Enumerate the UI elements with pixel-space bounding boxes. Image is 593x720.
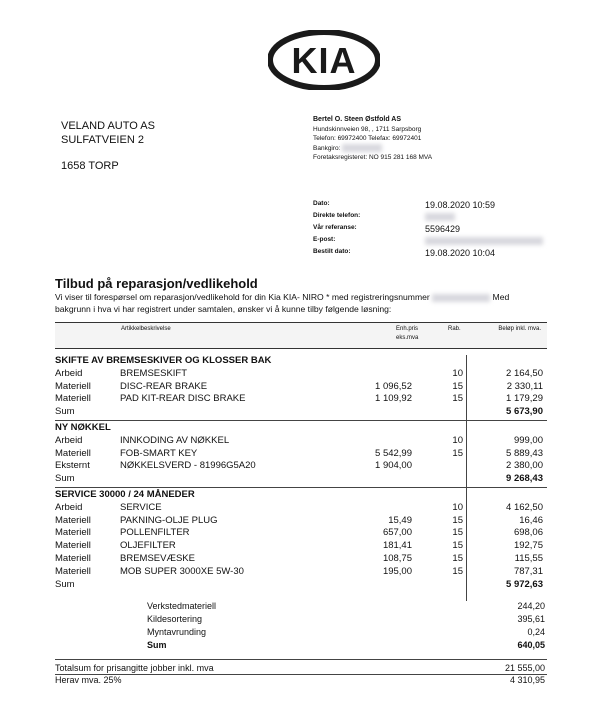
date-value: 19.08.2020 10:59 xyxy=(425,200,496,210)
table-row xyxy=(55,527,547,540)
row-amount: 999,00 xyxy=(513,434,543,446)
row-amount: 1 179,29 xyxy=(506,393,543,405)
row-desc: MOB SUPER 3000XE 5W-30 xyxy=(120,565,244,577)
row-discount: 15 xyxy=(452,447,463,459)
row-discount: 15 xyxy=(452,514,463,526)
vat-label: Herav mva. 25% xyxy=(55,675,122,686)
dealer-address: Hundskinnveien 98, , 1711 Sarpsborg xyxy=(313,125,422,133)
row-discount: 15 xyxy=(452,553,463,564)
row-unit-price: 1 904,00 xyxy=(375,460,412,472)
row-desc: DISC-REAR BRAKE xyxy=(120,380,208,392)
section-sum-row xyxy=(55,579,547,592)
redacted-bankgiro xyxy=(342,144,382,152)
sum-amount: 5 972,63 xyxy=(506,578,543,590)
row-desc: PAKNING-OLJE PLUG xyxy=(120,514,218,526)
discount-divider xyxy=(466,355,467,601)
redacted-phone xyxy=(425,213,455,221)
row-discount: 15 xyxy=(452,527,463,539)
row-discount: 10 xyxy=(452,367,463,379)
row-desc: BREMSEVÆSKE xyxy=(120,553,195,564)
table-header xyxy=(55,322,547,349)
logo-text: KIA xyxy=(291,40,357,81)
row-desc: INNKODING AV NØKKEL xyxy=(120,434,230,446)
row-type: Arbeid xyxy=(55,434,83,446)
header-unit-price-sub: eks.mva xyxy=(396,335,419,341)
extra-amount: 0,24 xyxy=(527,627,545,637)
extra-amount: 244,20 xyxy=(517,601,545,612)
row-unit-price: 15,49 xyxy=(388,514,412,526)
page-title: Tilbud på reparasjon/vedlikehold xyxy=(55,276,258,291)
row-amount: 787,31 xyxy=(513,565,543,577)
intro-med: Med xyxy=(492,292,510,302)
row-type: Eksternt xyxy=(55,460,90,472)
vat-divider xyxy=(55,674,547,675)
row-type: Arbeid xyxy=(55,501,83,513)
header-amount: Beløp inkl. mva. xyxy=(498,326,541,332)
row-discount: 15 xyxy=(452,393,463,405)
section-title-text: NY NØKKEL xyxy=(55,422,111,433)
extra-amount: 640,05 xyxy=(517,639,545,650)
dealer-name: Bertel O. Steen Østfold AS xyxy=(313,116,402,123)
row-amount: 115,55 xyxy=(514,553,543,564)
section-title xyxy=(55,489,547,502)
table-row xyxy=(55,515,547,528)
reference-label: Vår referanse: xyxy=(313,224,357,231)
section-title-text: SERVICE 30000 / 24 MÅNEDER xyxy=(55,489,195,500)
intro-line-2: bakgrunn i hva vi har registrert under samtalen, ønsker vi å kunne tilby følgende løsning: xyxy=(55,304,392,314)
sum-label: Sum xyxy=(55,406,75,418)
row-amount: 4 162,50 xyxy=(506,501,543,513)
row-discount: 10 xyxy=(452,434,463,446)
order-date-label: Bestilt dato: xyxy=(313,248,351,255)
row-amount: 698,06 xyxy=(513,527,543,539)
email-label: E-post: xyxy=(313,236,336,243)
header-desc: Artikkelbeskrivelse xyxy=(121,326,171,332)
intro-line-1: Vi viser til forespørsel om reparasjon/vedlikehold for din Kia KIA- NIRO * med registreringsnummer xyxy=(55,292,430,302)
row-amount: 2 330,11 xyxy=(506,380,543,392)
row-type: Materiell xyxy=(55,393,91,405)
date-label: Dato: xyxy=(313,200,330,207)
row-desc: FOB-SMART KEY xyxy=(120,447,198,459)
table-row xyxy=(55,566,547,579)
customer-city: 1658 TORP xyxy=(61,160,119,172)
vat-amount: 4 310,95 xyxy=(509,675,545,686)
section-title-text: SKIFTE AV BREMSESKIVER OG KLOSSER BAK xyxy=(55,355,272,366)
row-unit-price: 657,00 xyxy=(382,527,412,539)
order-date-value: 19.08.2020 10:04 xyxy=(425,248,496,258)
table-row xyxy=(55,448,547,461)
dealer-org: Foretaksregisteret: NO 915 281 168 MVA xyxy=(313,154,433,161)
table-row xyxy=(55,368,547,381)
row-unit-price: 195,00 xyxy=(382,565,412,577)
extra-label: Kildesortering xyxy=(147,614,203,625)
row-desc: PAD KIT-REAR DISC BRAKE xyxy=(120,393,246,405)
dealer-info xyxy=(313,115,432,163)
row-type: Materiell xyxy=(55,380,91,392)
row-discount: 15 xyxy=(452,565,463,577)
row-type: Materiell xyxy=(55,447,91,459)
table-row xyxy=(55,502,547,515)
direct-phone-label: Direkte telefon: xyxy=(313,212,361,219)
row-unit-price: 181,41 xyxy=(382,540,412,552)
totals-divider xyxy=(55,659,547,660)
row-amount: 192,75 xyxy=(513,540,543,552)
extra-label: Verkstedmateriell xyxy=(147,601,217,612)
row-amount: 5 889,43 xyxy=(506,447,543,459)
section-divider xyxy=(55,487,547,488)
section-title xyxy=(55,355,547,368)
row-type: Materiell xyxy=(55,527,91,539)
row-discount: 10 xyxy=(452,501,463,513)
extra-label: Sum xyxy=(147,639,167,650)
sum-label: Sum xyxy=(55,473,75,485)
header-unit-price: Enh.pris xyxy=(396,326,419,332)
section-title xyxy=(55,422,547,435)
row-type: Materiell xyxy=(55,553,91,564)
extra-label: Myntavrunding xyxy=(147,627,207,637)
row-desc: NØKKELSVERD - 81996G5A20 xyxy=(120,460,256,472)
intro-text xyxy=(55,291,525,315)
total-label: Totalsum for prisangitte jobber inkl. mva xyxy=(55,662,214,673)
row-type: Arbeid xyxy=(55,367,83,379)
dealer-bankgiro: Bankgiro: xyxy=(313,144,341,152)
dealer-phone: Telefon: 69972400 Telefax: 69972401 xyxy=(313,135,422,142)
customer-street: SULFATVEIEN 2 xyxy=(61,134,144,146)
row-unit-price: 1 096,52 xyxy=(375,380,412,392)
row-type: Materiell xyxy=(55,565,91,577)
table-row xyxy=(55,435,547,448)
redacted-regnr xyxy=(432,294,490,302)
row-amount: 16,46 xyxy=(519,514,543,526)
table-row xyxy=(55,381,547,394)
table-row xyxy=(55,540,547,553)
redacted-email xyxy=(425,237,543,245)
table-row xyxy=(55,553,547,566)
row-discount: 15 xyxy=(452,380,463,392)
kia-logo xyxy=(268,30,380,90)
sum-amount: 9 268,43 xyxy=(506,473,543,485)
row-type: Materiell xyxy=(55,540,91,552)
sum-label: Sum xyxy=(55,578,75,590)
extra-amount: 395,61 xyxy=(517,614,545,625)
row-desc: BREMSESKIFT xyxy=(120,367,188,379)
row-desc: SERVICE xyxy=(120,501,162,513)
total-amount: 21 555,00 xyxy=(504,662,545,673)
row-desc: POLLENFILTER xyxy=(120,527,190,539)
sum-amount: 5 673,90 xyxy=(506,406,543,418)
row-unit-price: 5 542,99 xyxy=(375,447,412,459)
row-unit-price: 108,75 xyxy=(382,553,412,564)
row-amount: 2 380,00 xyxy=(506,460,543,472)
section-sum-row xyxy=(55,473,547,486)
reference-value: 5596429 xyxy=(425,224,461,234)
row-discount: 15 xyxy=(452,540,463,552)
customer-name: VELAND AUTO AS xyxy=(61,120,155,132)
header-discount: Rab. xyxy=(448,326,461,332)
section-divider xyxy=(55,420,547,421)
row-desc: OLJEFILTER xyxy=(120,540,176,552)
row-type: Materiell xyxy=(55,514,91,526)
row-amount: 2 164,50 xyxy=(506,367,543,379)
table-row xyxy=(55,393,547,406)
section-sum-row xyxy=(55,406,547,419)
row-unit-price: 1 109,92 xyxy=(375,393,412,405)
table-row xyxy=(55,460,547,473)
